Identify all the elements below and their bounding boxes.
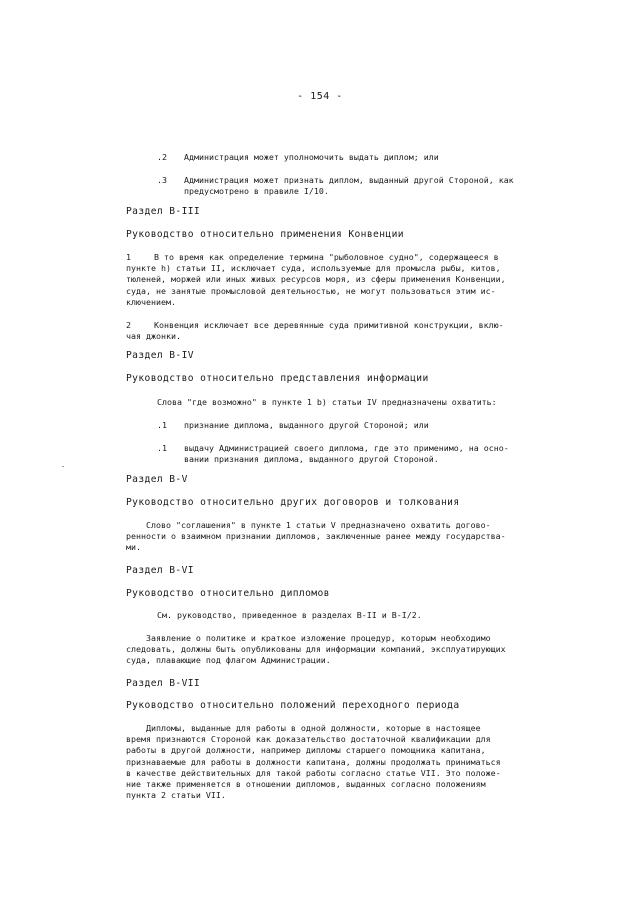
item-number: .3 bbox=[157, 175, 167, 185]
section-heading: Раздел B-III bbox=[126, 206, 201, 217]
section-title: Руководство относительно дипломов bbox=[126, 588, 330, 599]
paragraph: Слово "соглашения" в пункте 1 статьи V предназначено охватить догово- ренности о взаимном признании дипломов, заключенные ранее между государства- ми. bbox=[126, 520, 506, 553]
section-title: Руководство относительно положений переходного периода bbox=[126, 700, 460, 711]
paragraph-number: 2 bbox=[126, 320, 131, 330]
paragraph: См. руководство, приведенное в разделах B-II и B-I/2. bbox=[157, 610, 422, 620]
paragraph: Заявление о политике и краткое изложение процедур, которым необходимо следовать, должны быть опубликованы для информации компаний, эксплуатирующих суда, плавающие под флагом Администрации. bbox=[126, 633, 506, 666]
item-text: Администрация может признать диплом, выданный другой Стороной, как предусмотрено в правиле I/10. bbox=[184, 175, 514, 197]
section-heading: Раздел B-VI bbox=[126, 565, 194, 576]
section-title: Руководство относительно представления информации bbox=[126, 373, 429, 384]
margin-speck bbox=[62, 466, 64, 467]
list-number: .1 bbox=[157, 443, 167, 453]
section-heading: Раздел B-VII bbox=[126, 678, 201, 689]
paragraph-number: 1 bbox=[126, 252, 131, 262]
paragraph: Слова "где возможно" в пункте 1 b) статьи IV предназначены охватить: bbox=[157, 397, 497, 407]
section-title: Руководство относительно применения Конвенции bbox=[126, 229, 404, 240]
section-heading: Раздел B-V bbox=[126, 474, 188, 485]
item-number: .2 bbox=[157, 152, 167, 162]
list-item: выдачу Администрацией своего диплома, где это применимо, на осно- вании признания диплома, выданного другой Стороной. bbox=[184, 443, 509, 465]
section-title: Руководство относительно других договоров и толкования bbox=[126, 497, 460, 508]
item-text: Администрация может уполномочить выдать диплом; или bbox=[184, 152, 439, 162]
page-number: - 154 - bbox=[297, 91, 343, 102]
paragraph: В то время как определение термина "рыболовное судно", содержащееся в пункте h) статьи II, исключает суда, используемые для промысла рыбы, китов, тюленей, моржей или иных живых ресурсов моря, из сферы применения Конвенции, суда, не занятые промысловой деятельностью, не могут пользоваться этим ис- ключением. bbox=[126, 252, 506, 307]
list-number: .1 bbox=[157, 420, 167, 430]
paragraph: Дипломы, выданные для работы в одной должности, которые в настоящее время признаются Стороной как доказательство достаточной квалификации для работы в другой должности, например дипломы старшего помощника капитана, признаваемые для работы в должности капитана, должны продолжать приниматься в качестве действительных для такой работы согласно статье VII. Это положе- ние также применяется в отношении дипломов, выданных согласно положениям пункта 2 статьи VII. bbox=[126, 723, 501, 801]
list-item: признание диплома, выданного другой Стороной; или bbox=[184, 420, 429, 430]
section-heading: Раздел B-IV bbox=[126, 350, 194, 361]
paragraph: Конвенция исключает все деревянные суда примитивной конструкции, вклю- чая джонки. bbox=[126, 320, 504, 342]
